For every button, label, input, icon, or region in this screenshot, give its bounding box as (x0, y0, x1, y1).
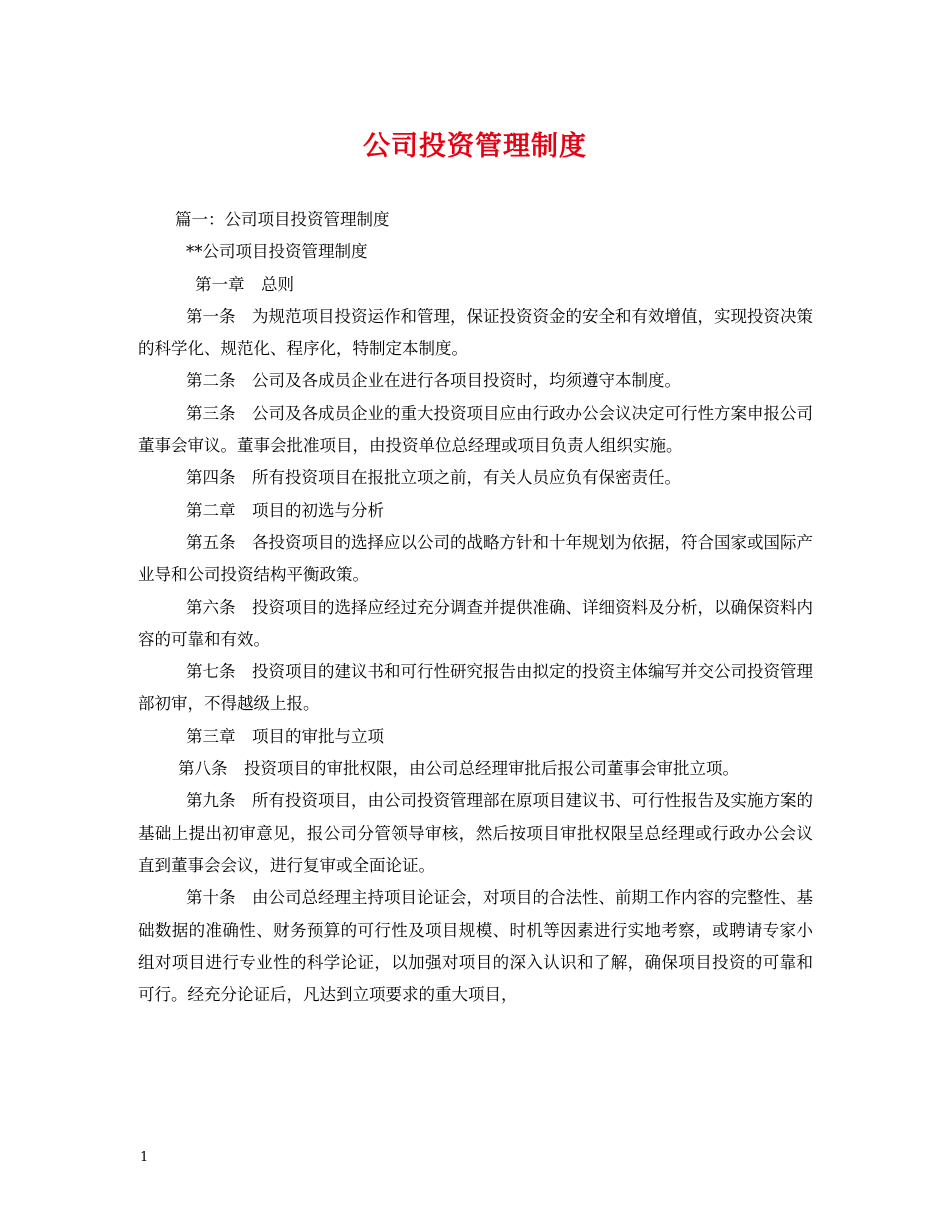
article-paragraph: 第九条 所有投资项目，由公司投资管理部在原项目建议书、可行性报告及实施方案的基础上提出初审意见，报公司分管领导审核，然后按项目审批权限呈总经理或行政办公会议直到董事会会议，进行复审或全面论证。 (138, 791, 813, 875)
document-title: 公司投资管理制度 (363, 131, 587, 162)
article-paragraph: 第八条 投资项目的审批权限，由公司总经理审批后报公司董事会审批立项。 (178, 759, 739, 779)
article-text: 第一条 为规范项目投资运作和管理，保证投资资金的安全和有效增值，实现投资决策的科学化、规范化、程序化，特制定本制度。 (138, 306, 813, 359)
article-paragraph: 第二条 公司及各成员企业在进行各项目投资时，均须遵守本制度。 (186, 371, 681, 391)
article-paragraph: 第六条 投资项目的选择应经过充分调查并提供准确、详细资料及分析，以确保资料内容的可靠和有效。 (138, 597, 813, 649)
article-paragraph (138, 301, 813, 366)
article-paragraph: 第四条 所有投资项目在报批立项之前，有关人员应负有保密责任。 (186, 468, 681, 488)
article-paragraph: 第三条 公司及各成员企业的重大投资项目应由行政办公会议决定可行性方案申报公司董事会审议。董事会批准项目，由投资单位总经理或项目负责人组织实施。 (138, 403, 813, 456)
article-paragraph: 第十条 由公司总经理主持项目论证会，对项目的合法性、前期工作内容的完整性、基础数据的准确性、财务预算的可行性及项目规模、时机等因素进行实地考察，或聘请专家小组对项目进行专业性的科学论证，以加强对项目的深入认识和了解，确保项目投资的可靠和可行。经充分论证后，凡达到立项要求的重大项目， (138, 888, 813, 1005)
document-body (138, 204, 813, 1011)
chapter-heading: 第一章 总则 (195, 274, 294, 294)
article-paragraph: 第五条 各投资项目的选择应以公司的战略方针和十年规划为依据，符合国家或国际产业导和公司投资结构平衡政策。 (138, 532, 813, 585)
chapter-heading: 第三章 项目的审批与立项 (186, 726, 384, 746)
section-heading: 篇一：公司项目投资管理制度 (175, 210, 390, 229)
page-number: 1 (140, 1150, 149, 1165)
regulation-title: **公司项目投资管理制度 (186, 242, 368, 262)
article-paragraph: 第七条 投资项目的建议书和可行性研究报告由拟定的投资主体编写并交公司投资管理部初审，不得越级上报。 (138, 662, 813, 714)
chapter-heading: 第二章 项目的初选与分析 (186, 500, 384, 520)
